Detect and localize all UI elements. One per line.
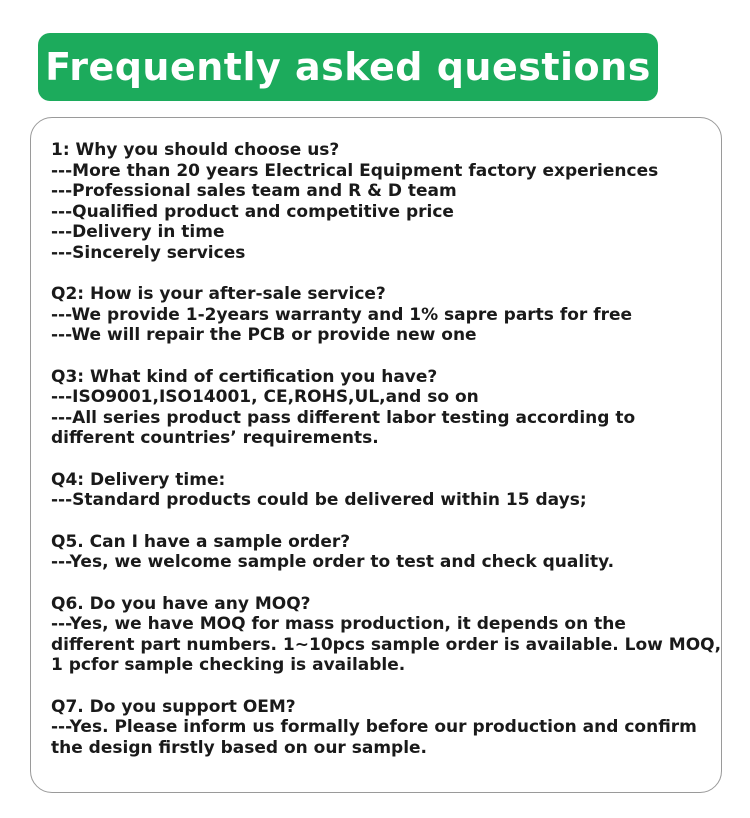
faq-answer-line: ---We provide 1-2years warranty and 1% sapre parts for free [51,304,633,325]
faq-question: Q5. Can I have a sample order? [51,531,351,552]
faq-answer-line: the design firstly based on our sample. [51,737,428,758]
faq-answer-line: 1 pcfor sample checking is available. [51,655,406,675]
faq-question: Q6. Do you have any MOQ? [51,593,311,614]
faq-answer-line: ---Standard products could be delivered within 15 days; [51,490,587,510]
faq-answer-line: different countries’ requirements. [51,428,379,448]
faq-card [30,117,722,793]
faq-question: Q3: What kind of certification you have? [51,366,438,387]
faq-item [51,470,711,511]
faq-answer-line: ---Qualified product and competitive price [51,201,454,222]
header-banner [38,33,658,101]
faq-item [51,367,711,449]
faq-answer-line: ---More than 20 years Electrical Equipment factory experiences [51,160,659,181]
faq-list [51,140,722,779]
faq-question: Q2: How is your after-sale service? [51,284,386,304]
faq-answer-line: ---Professional sales team and R & D team [51,181,457,201]
faq-answer-line: ---We will repair the PCB or provide new one [51,325,477,345]
faq-answer-line: ---Yes. Please inform us formally before our production and confirm [51,717,697,737]
faq-answer-line: ---Sincerely services [51,242,246,263]
faq-question: 1: Why you should choose us? [51,140,340,160]
faq-answer-line: ---All series product pass different labor testing according to [51,407,636,428]
faq-item [51,284,711,346]
faq-answer-line: ---Yes, we welcome sample order to test and check quality. [51,552,615,572]
page-title: Frequently asked questions [45,45,651,89]
faq-answer-line: ---Yes, we have MOQ for mass production, it depends on the [51,614,626,634]
faq-answer-line: ---Delivery in time [51,222,225,242]
faq-item [51,140,711,263]
faq-answer-line: different part numbers. 1~10pcs sample order is available. Low MOQ, [51,634,722,655]
faq-item [51,532,711,573]
faq-item [51,593,722,676]
faq-answer-line: ---ISO9001,ISO14001, CE,ROHS,UL,and so on [51,387,479,407]
faq-item [51,697,711,759]
faq-question: Q7. Do you support OEM? [51,696,296,717]
faq-question: Q4: Delivery time: [51,469,226,490]
